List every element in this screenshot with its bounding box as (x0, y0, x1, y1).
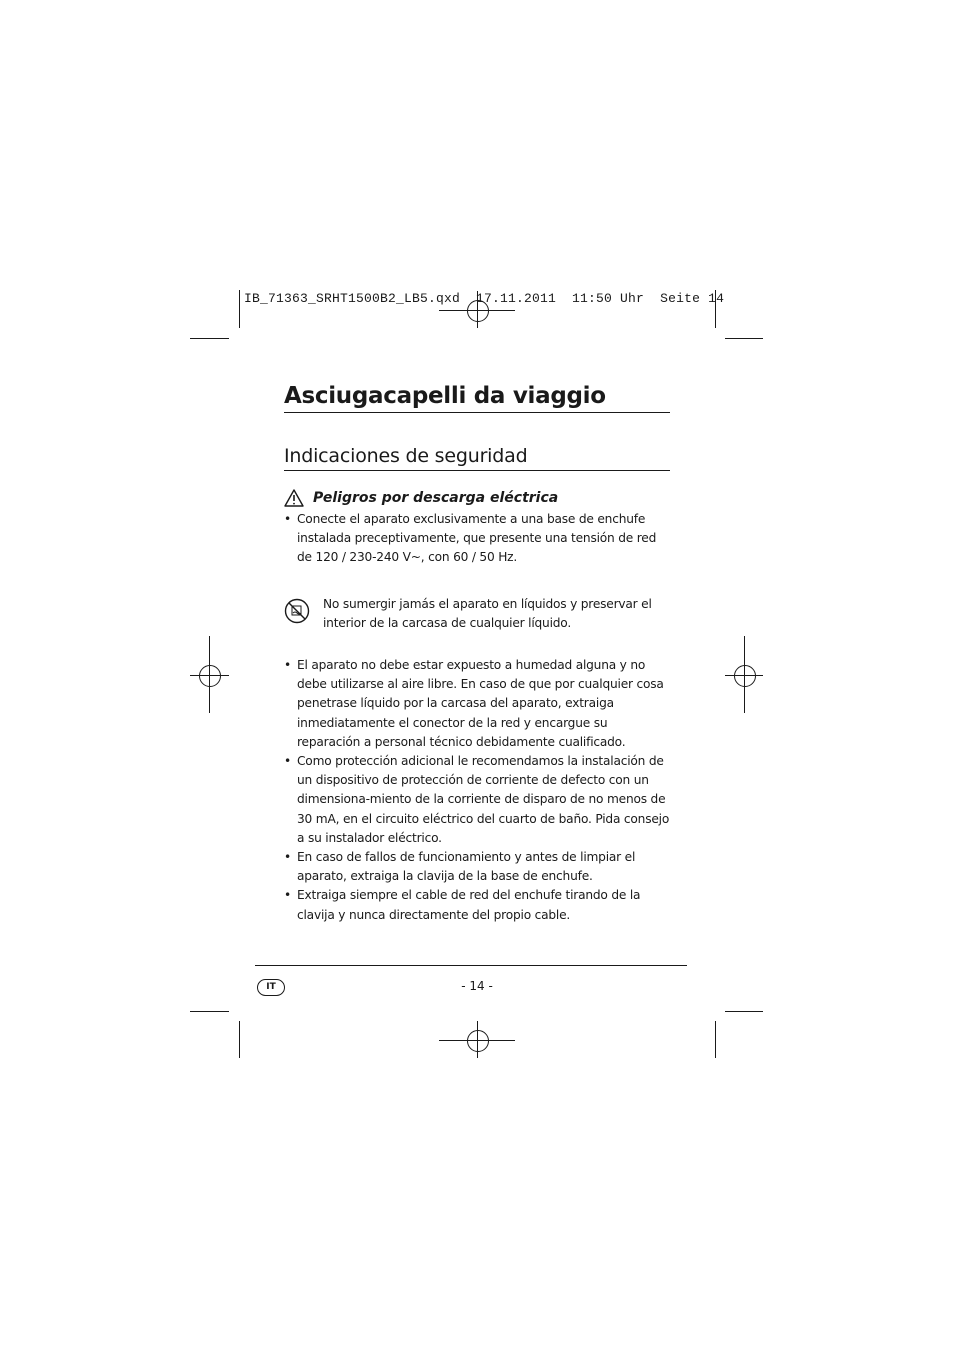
no-immersion-icon (284, 598, 310, 624)
crop-mark (715, 1021, 716, 1058)
section-title: Indicaciones de seguridad (284, 442, 670, 471)
notice-text: No sumergir jamás el aparato en líquidos y preservar el interior de la carcasa de cualquier líquido. (323, 596, 652, 630)
crop-mark (190, 338, 229, 339)
page-content (284, 380, 670, 925)
list-item: • Conecte el aparato exclusivamente a una base de enchufe instalada preceptivamente, que presente una tensión de red de 120 / 230-240 V~, con 60 / 50 Hz. (284, 510, 670, 568)
registration-mark-icon (467, 1030, 489, 1052)
crop-mark (725, 338, 763, 339)
list-item: • Como protección adicional le recomendamos la instalación de un dispositivo de protección de corriente de defecto con un dimensiona-miento de la corriente de disparo de no menos de 30 mA, en el circuito eléctrico del cuarto de baño. Pida consejo a su instalador eléctrico. (284, 752, 670, 848)
registration-mark-icon (734, 665, 756, 687)
registration-mark-icon (199, 665, 221, 687)
page-title: Asciugacapelli da viaggio (284, 380, 670, 413)
warning-triangle-icon (284, 489, 304, 507)
warning-heading-text: Peligros por descarga eléctrica (313, 490, 559, 506)
crop-mark (725, 1011, 763, 1012)
warning-heading (284, 487, 670, 509)
page-number: - 14 - (461, 979, 493, 993)
notice-block (284, 595, 670, 633)
crop-mark (239, 1021, 240, 1058)
bullet-list (284, 656, 670, 925)
list-item: • El aparato no debe estar expuesto a humedad alguna y no debe utilizarse al aire libre. En caso de que por cualquier cosa penetrase líquido por la carcasa del aparato, extraiga inmediatamente el conector de la red y encargue su reparación a personal técnico debidamente cualificado. (284, 656, 670, 752)
footer-divider (255, 965, 687, 966)
crop-mark (239, 290, 240, 328)
language-badge: IT (257, 979, 285, 996)
list-item: • Extraiga siempre el cable de red del enchufe tirando de la clavija y nunca directamente del propio cable. (284, 886, 670, 924)
crop-mark (190, 1011, 229, 1012)
file-slug: IB_71363_SRHT1500B2_LB5.qxd 17.11.2011 11:50 Uhr Seite 14 (244, 291, 725, 306)
list-item: • En caso de fallos de funcionamiento y antes de limpiar el aparato, extraiga la clavija de la base de enchufe. (284, 848, 670, 886)
